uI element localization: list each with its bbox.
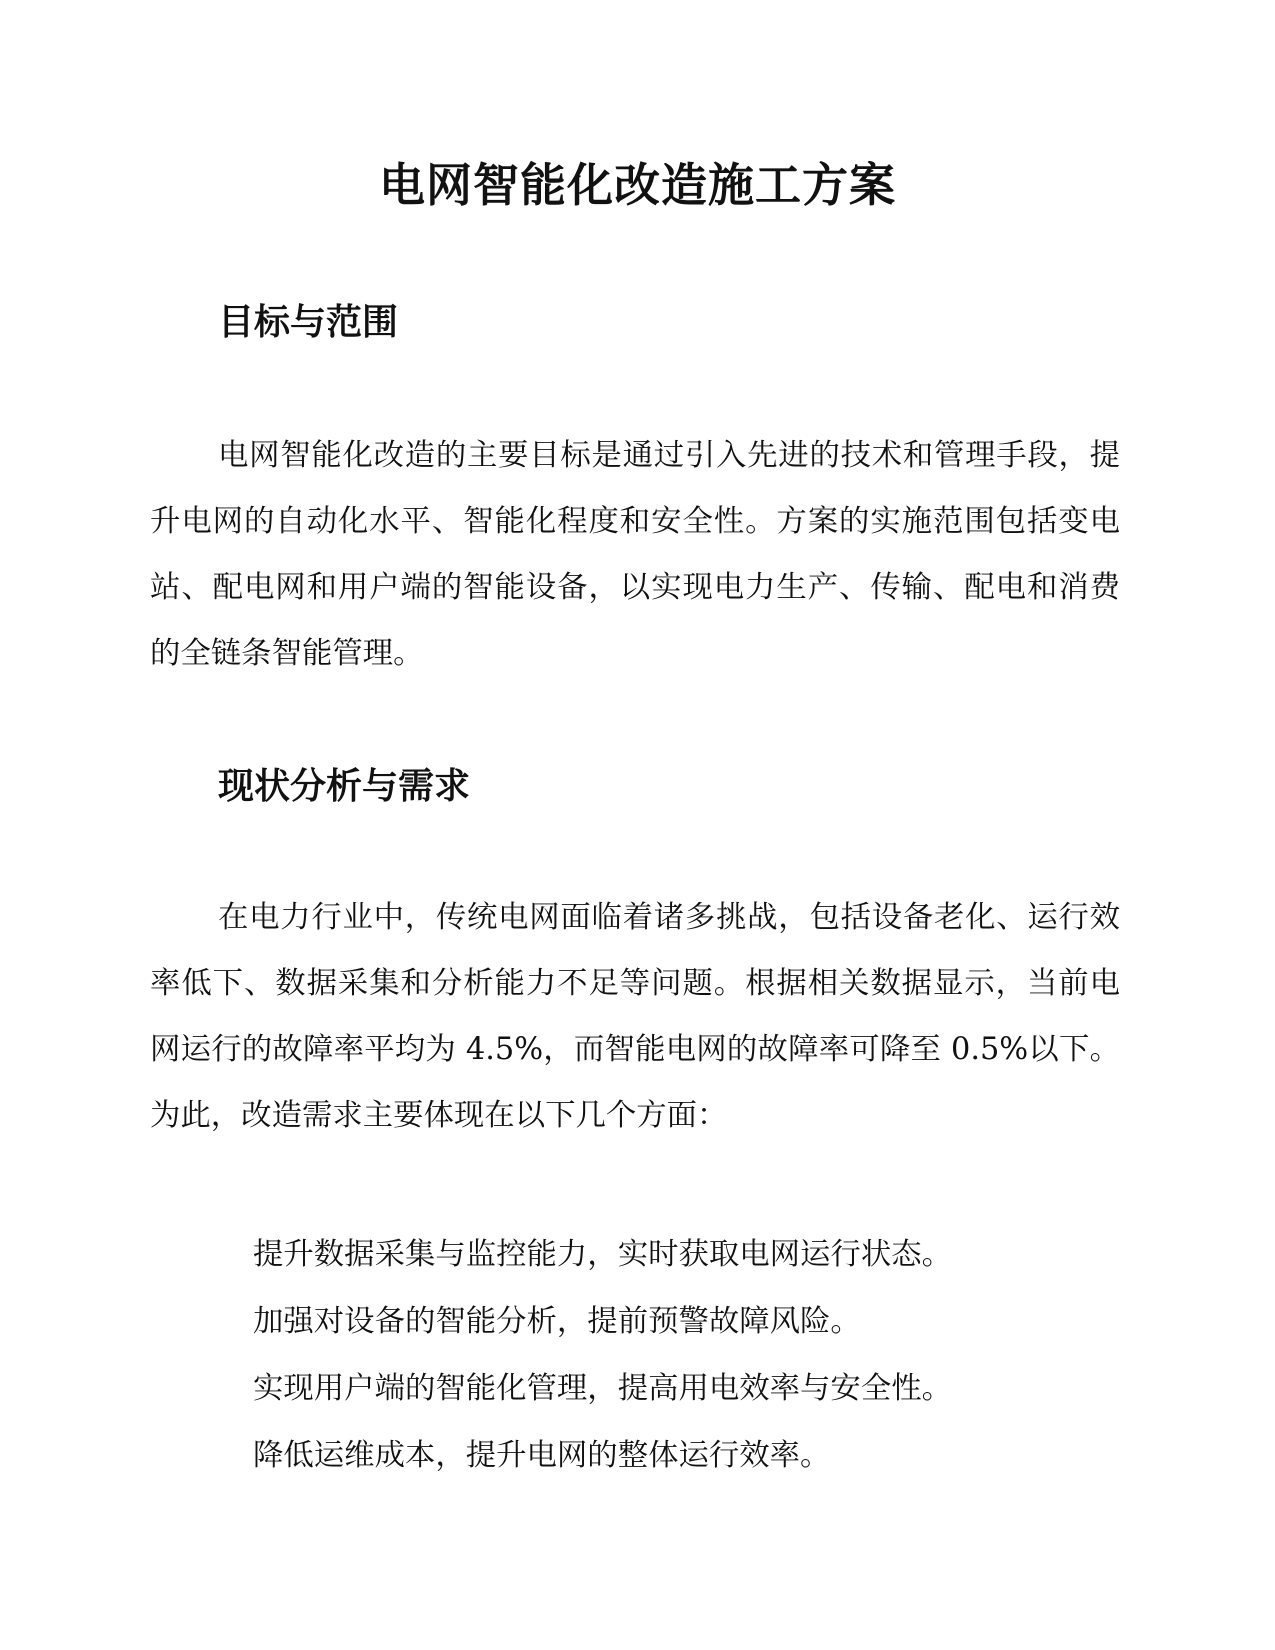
section-heading-status-needs: 现状分析与需求 <box>218 766 471 807</box>
section-paragraph-goals-scope: 电网智能化改造的主要目标是通过引入先进的技术和管理手段，提升电网的自动化水平、智能化程度和安全性。方案的实施范围包括变电站、配电网和用户端的智能设备，以实现电力生产、传输、配电和消费的全链条智能管理。 <box>150 438 1120 671</box>
list-item: 加强对设备的智能分析，提前预警故障风险。 <box>253 1304 861 1339</box>
list-item: 降低运维成本，提升电网的整体运行效率。 <box>253 1438 831 1473</box>
list-item: 实现用户端的智能化管理，提高用电效率与安全性。 <box>253 1371 952 1406</box>
requirements-list <box>253 1221 952 1489</box>
section-paragraph-status-needs: 在电力行业中，传统电网面临着诸多挑战，包括设备老化、运行效率低下、数据采集和分析能力不足等问题。根据相关数据显示，当前电网运行的故障率平均为 4.5%，而智能电网的故障率可降至 0.5%以下。为此，改造需求主要体现在以下几个方面： <box>150 900 1120 1133</box>
list-item: 提升数据采集与监控能力，实时获取电网运行状态。 <box>253 1237 952 1272</box>
section-heading-goals-scope: 目标与范围 <box>218 302 399 343</box>
document-title: 电网智能化改造施工方案 <box>379 158 896 212</box>
